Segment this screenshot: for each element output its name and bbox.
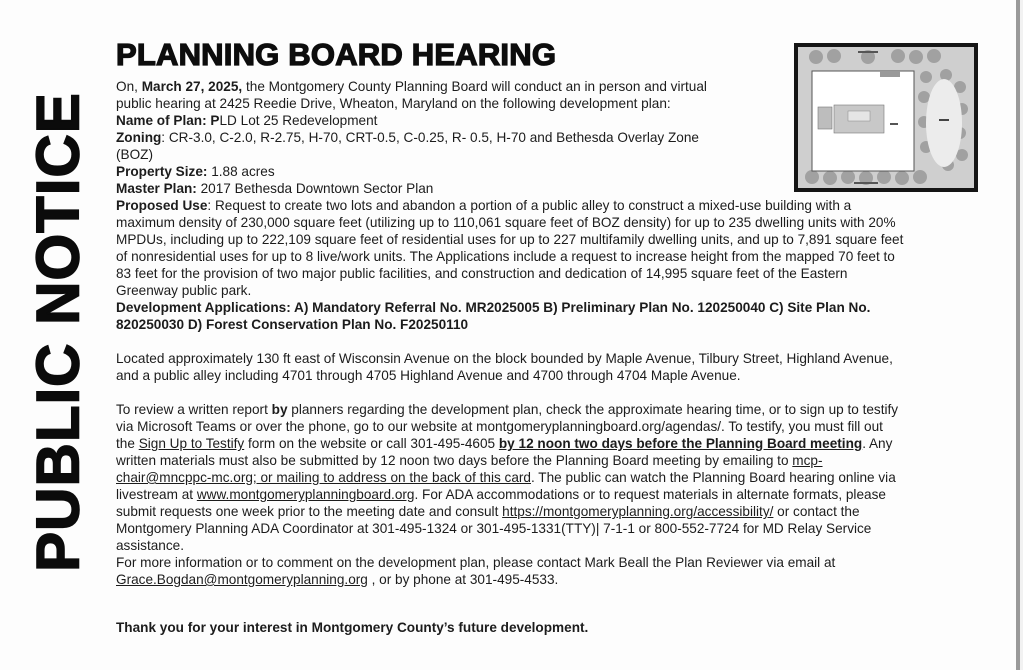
notice-body [116,78,996,588]
master-plan: Master Plan: 2017 Bethesda Downtown Sector Plan [116,181,434,196]
zoning-line-1: Zoning: CR-3.0, C-2.0, R-2.75, H-70, CRT-0.5, C-0.25, R- 0.5, H-70 and Bethesda Overlay Zone [116,130,699,145]
public-notice-text: PUBLIC NOTICE [24,92,92,572]
contact-line: For more information or to comment on the development plan, please contact Mark Beall the Plan Reviewer via email at [116,555,836,570]
accessibility-link[interactable]: https://montgomeryplanning.org/accessibility/ [502,504,774,519]
location-line: and a public alley including 4701 through 4705 Highland Avenue and 4700 through 4704 Maple Avenue. [116,368,741,383]
proposed-use-line: of nonresidential uses for up to 8 live/work units. The Applications include a request to increase height from the mapped 70 feet to [116,249,895,264]
review-line: the Sign Up to Testify form on the website or call 301-495-4605 by 12 noon two days before the Planning Board meeting. Any [116,436,893,451]
proposed-use-line: maximum density of 230,000 square feet (utilizing up to 110,061 square feet of BOZ density) for up to 235 dwelling units with 20% [116,215,896,230]
review-line: assistance. [116,538,185,553]
website-link[interactable]: www.montgomeryplanningboard.org [196,487,415,502]
location-line: Located approximately 130 ft east of Wisconsin Avenue on the block bounded by Maple Avenue, Tilbury Street, Highland Avenue, [116,351,893,366]
review-line: Montgomery Planning ADA Coordinator at 301-495-1324 or 301-495-1331(TTY)| 7-1-1 or 800-552-7724 for MD Relay Service [116,521,872,536]
review-line: livestream at www.montgomeryplanningboard.org. For ADA accommodations or to request materials in alternate formats, please [116,487,886,502]
intro-line-2: public hearing at 2425 Reedie Drive, Wheaton, Maryland on the following development plan: [116,96,671,111]
public-notice-label [24,58,92,606]
review-line: To review a written report by planners regarding the development plan, check the approximate hearing time, or to sign up to testify [116,402,899,417]
proposed-use-line: MPDUs, including up to 222,109 square feet of residential uses for up to 227 multifamily dwelling units, and up to 7,891 square feet [116,232,904,247]
page-title: PLANNING BOARD HEARING [116,37,557,72]
thank-you-message: Thank you for your interest in Montgomery County’s future development. [116,620,589,635]
review-line: written materials must also be submitted by 12 noon two days before the Planning Board meeting by emailing to mcp- [116,453,823,468]
proposed-use-line: Greenway public park. [116,283,252,298]
development-applications-line: Development Applications: A) Mandatory Referral No. MR2025005 B) Preliminary Plan No. 120250040 C) Site Plan No. [116,300,871,315]
zoning-line-2: (BOZ) [116,147,153,162]
spacer [116,333,996,350]
review-line: via Microsoft Teams or over the phone, go to our website at montgomeryplanningboard.org/agendas/. To testify, you must fill out [116,419,883,434]
deadline-notice: by 12 noon two days before the Planning Board meeting [498,436,863,451]
reviewer-email-link[interactable]: Grace.Bogdan@montgomeryplanning.org [116,572,368,587]
sign-up-to-testify-link[interactable]: Sign Up to Testify [138,436,245,451]
contact-line: Grace.Bogdan@montgomeryplanning.org , or by phone at 301-495-4533. [116,572,559,587]
proposed-use-line: 83 feet for the provision of two major public facilities, and construction and dedication of 14,995 square feet of the Eastern [116,266,848,281]
intro-line-1: On, March 27, 2025, the Montgomery County Planning Board will conduct an in person and virtual [116,79,707,94]
review-line: chair@mncppc-mc.org; or mailing to address on the back of this card. The public can watch the Planning Board hearing online via [116,470,896,485]
property-size: Property Size: 1.88 acres [116,164,275,179]
spacer [116,384,996,401]
development-applications-line: 820250030 D) Forest Conservation Plan No. F20250110 [116,317,469,332]
email-link[interactable]: mcp- [792,453,823,468]
hearing-date: March 27, 2025, [141,79,243,94]
name-of-plan: Name of Plan: PLD Lot 25 Redevelopment [116,113,378,128]
email-link-continued[interactable]: chair@mncppc-mc.org; or mailing to address on the back of this card [116,470,531,485]
proposed-use-line: Proposed Use: Request to create two lots and abandon a portion of a public alley to construct a mixed-use building with a [116,198,852,213]
review-line: submit requests one week prior to the meeting date and consult https://montgomeryplanning.org/accessibility/ or contact the [116,504,860,519]
